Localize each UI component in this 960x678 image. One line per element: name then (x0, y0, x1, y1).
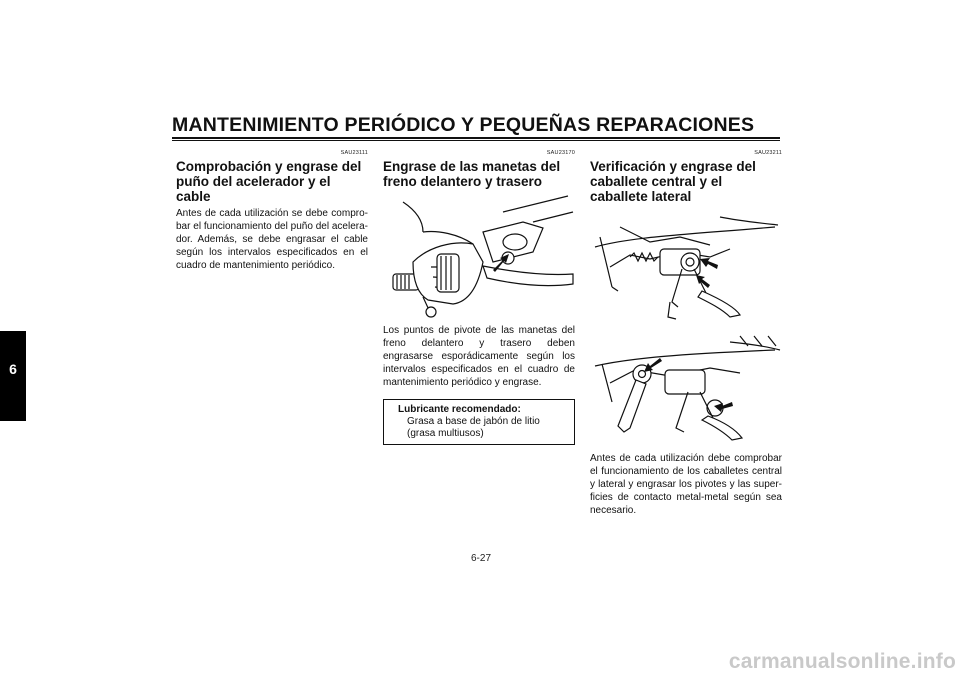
section-heading: Verificación y engrase del caballete central y el caballete lateral (590, 159, 756, 204)
center-stand-illustration (590, 207, 782, 325)
section-body: Antes de cada utilización debe comprobar el funcionamiento de los caballetes central y lateral y engrasar los pivotes y las superficies de contacto metal-metal según sea necesario. (590, 453, 782, 516)
section-heading: Engrase de las manetas del freno delantero y trasero (383, 159, 561, 189)
lubricant-box (383, 399, 575, 445)
section-body: Los puntos de pivote de las manetas del freno delantero y trasero deben engrasarse esporádicamente según los intervalos especificados en el cuadro de mantenimiento periódico y engrase. (383, 325, 575, 388)
side-stand-illustration (590, 328, 782, 446)
section-code: SAU23170 (546, 150, 575, 156)
section-code: SAU23111 (340, 150, 368, 156)
lubricant-label: Lubricante recomendado: (398, 404, 521, 415)
watermark: carmanualsonline.info (728, 650, 956, 673)
section-code: SAU23211 (754, 150, 782, 156)
section-brake-levers (383, 150, 575, 445)
section-body: Antes de cada utilización se debe comprobar el funcionamiento del puño del acelerador. Además, se debe engrasar el cable según los intervalos especificados en el cuadro de mantenimiento periódico. (176, 208, 368, 271)
title-rule (172, 137, 780, 139)
section-heading: Comprobación y engrase del puño del acelerador y el cable (176, 159, 362, 204)
page-number: 6-27 (470, 553, 491, 564)
brake-lever-illustration (383, 192, 575, 320)
title-rule-thin (172, 140, 780, 141)
section-stands (590, 150, 782, 517)
chapter-number: 6 (9, 361, 17, 377)
lubricant-text: Grasa a base de jabón de litio (grasa multiusos) (407, 416, 540, 439)
page-title: MANTENIMIENTO PERIÓDICO Y PEQUEÑAS REPARACIONES (172, 114, 755, 136)
section-throttle (176, 150, 368, 272)
